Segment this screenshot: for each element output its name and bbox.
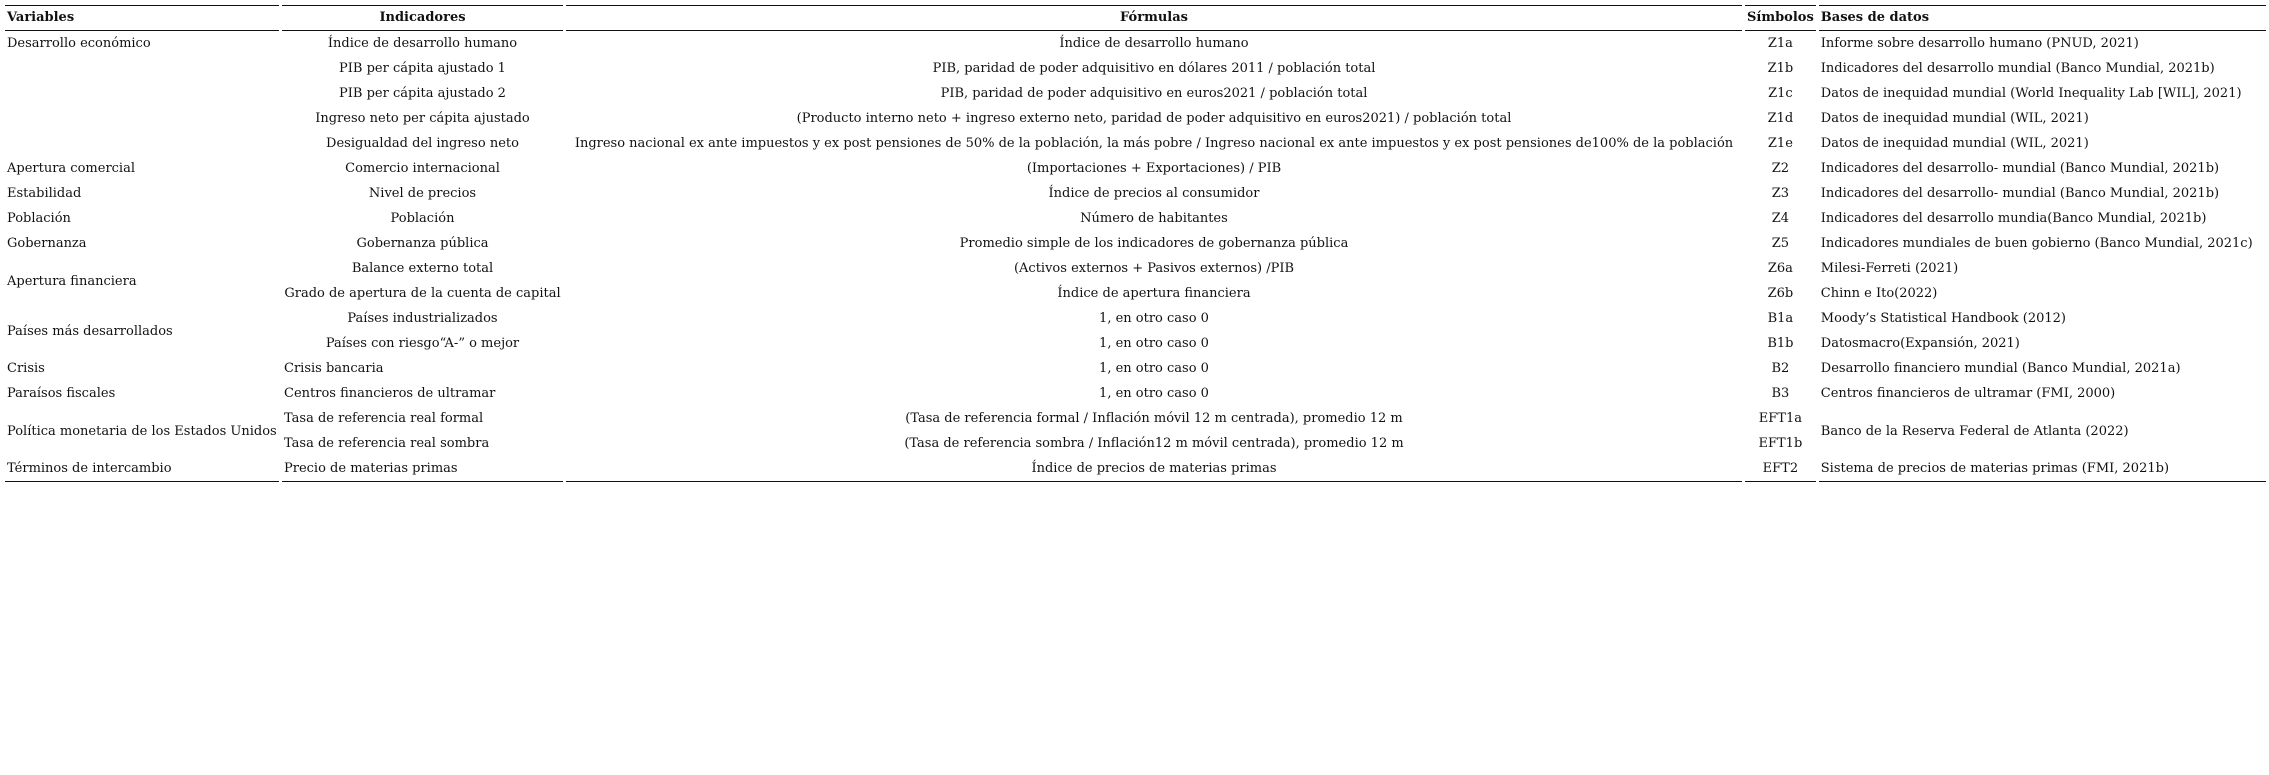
formula-cell: Índice de precios al consumidor bbox=[1048, 186, 1260, 201]
table-row bbox=[5, 81, 2266, 106]
symbol-cell: EFT2 bbox=[1745, 456, 1816, 482]
formula-cell: 1, en otro caso 0 bbox=[1099, 386, 1209, 401]
table-row bbox=[5, 381, 2266, 406]
variables-table bbox=[2, 5, 2269, 482]
table-row bbox=[5, 356, 2266, 381]
formula-cell: Número de habitantes bbox=[1080, 211, 1228, 226]
table-row bbox=[5, 181, 2266, 206]
table-row bbox=[5, 156, 2266, 181]
indicator-cell: Comercio internacional bbox=[345, 161, 500, 176]
symbol-cell: Z1d bbox=[1767, 111, 1794, 126]
indicator-cell: Nivel de precios bbox=[368, 186, 477, 201]
table-row bbox=[5, 256, 2266, 281]
variable-cell: Política monetaria de los Estados Unidos bbox=[7, 423, 277, 439]
indicator-cell: Balance externo total bbox=[351, 261, 494, 276]
header-formulas: Fórmulas bbox=[566, 5, 1742, 31]
indicator-cell: Crisis bancaria bbox=[284, 361, 384, 376]
indicator-cell: Países con riesgo“A-” o mejor bbox=[325, 336, 520, 351]
database-cell: Moody’s Statistical Handbook (2012) bbox=[1820, 311, 2066, 326]
database-cell: Datos de inequidad mundial (WIL, 2021) bbox=[1820, 111, 2089, 126]
table-row bbox=[5, 206, 2266, 231]
database-cell: Indicadores del desarrollo mundia(Banco Mundial, 2021b) bbox=[1820, 211, 2207, 226]
variable-cell: Países más desarrollados bbox=[7, 323, 173, 339]
formula-cell: PIB, paridad de poder adquisitivo en euros2021 / población total bbox=[940, 86, 1368, 101]
indicator-cell: Precio de materias primas bbox=[282, 456, 563, 482]
indicator-cell: Índice de desarrollo humano bbox=[327, 36, 518, 51]
variable-cell: Población bbox=[7, 211, 71, 226]
symbol-cell: Z3 bbox=[1771, 186, 1790, 201]
symbol-cell: Z2 bbox=[1771, 161, 1790, 176]
symbol-cell: B1a bbox=[1767, 311, 1794, 326]
indicator-cell: Población bbox=[390, 211, 455, 226]
database-cell: Datos de inequidad mundial (WIL, 2021) bbox=[1820, 136, 2089, 151]
header-variables: Variables bbox=[5, 5, 279, 31]
formula-cell: Ingreso nacional ex ante impuestos y ex post pensiones de 50% de la población, la más pobre / Ingreso nacional ex ante impuestos y ex post pensiones de100% de la población bbox=[574, 136, 1734, 151]
table-row bbox=[5, 406, 2266, 431]
indicator-cell: Desigualdad del ingreso neto bbox=[326, 136, 519, 151]
formula-cell: 1, en otro caso 0 bbox=[1099, 311, 1209, 326]
indicator-cell: PIB per cápita ajustado 1 bbox=[339, 61, 506, 76]
indicator-cell: Centros financieros de ultramar bbox=[284, 386, 496, 401]
database-cell: Milesi-Ferreti (2021) bbox=[1820, 261, 1959, 276]
variable-cell: Términos de intercambio bbox=[5, 456, 279, 482]
formula-cell: (Tasa de referencia sombra / Inflación12 m móvil centrada), promedio 12 m bbox=[904, 436, 1404, 451]
formula-cell: (Producto interno neto + ingreso externo neto, paridad de poder adquisitivo en euros2021) / población total bbox=[796, 111, 1512, 126]
header-indicators: Indicadores bbox=[282, 5, 563, 31]
symbol-cell: Z1e bbox=[1767, 136, 1793, 151]
formula-cell: 1, en otro caso 0 bbox=[1099, 336, 1209, 351]
symbol-cell: Z1a bbox=[1767, 36, 1793, 51]
table-row bbox=[5, 306, 2266, 331]
symbol-cell: EFT1a bbox=[1758, 411, 1802, 426]
table-row bbox=[5, 331, 2266, 356]
database-cell: Banco de la Reserva Federal de Atlanta (2022) bbox=[1820, 423, 2129, 439]
table-header-row bbox=[5, 5, 2266, 31]
database-cell: Indicadores del desarrollo mundial (Banco Mundial, 2021b) bbox=[1820, 61, 2215, 76]
variable-cell: Paraísos fiscales bbox=[7, 386, 116, 401]
database-cell: Datosmacro(Expansión, 2021) bbox=[1820, 336, 2020, 351]
symbol-cell: Z6b bbox=[1767, 286, 1794, 301]
variable-cell: Crisis bbox=[7, 361, 45, 376]
variable-cell: Apertura comercial bbox=[7, 161, 136, 176]
symbol-cell: Z5 bbox=[1771, 236, 1790, 251]
indicator-cell: PIB per cápita ajustado 2 bbox=[339, 86, 506, 101]
formula-cell: 1, en otro caso 0 bbox=[1099, 361, 1209, 376]
database-cell: Indicadores del desarrollo- mundial (Banco Mundial, 2021b) bbox=[1820, 161, 2220, 176]
formula-cell: Promedio simple de los indicadores de gobernanza pública bbox=[959, 236, 1349, 251]
symbol-cell: EFT1b bbox=[1758, 436, 1803, 451]
symbol-cell: Z1b bbox=[1767, 61, 1794, 76]
database-cell: Desarrollo financiero mundial (Banco Mundial, 2021a) bbox=[1820, 361, 2181, 376]
formula-cell: Índice de apertura financiera bbox=[1057, 286, 1251, 301]
table-row bbox=[5, 56, 2266, 81]
formula-cell: Índice de desarrollo humano bbox=[1059, 36, 1249, 51]
indicator-cell: Gobernanza pública bbox=[356, 236, 489, 251]
database-cell: Informe sobre desarrollo humano (PNUD, 2021) bbox=[1820, 36, 2139, 51]
variable-cell: Gobernanza bbox=[7, 236, 87, 251]
formula-cell: (Activos externos + Pasivos externos) /PIB bbox=[1013, 261, 1295, 276]
variable-cell: Desarrollo económico bbox=[7, 36, 151, 51]
database-cell: Datos de inequidad mundial (World Inequality Lab [WIL], 2021) bbox=[1820, 86, 2242, 101]
table-row bbox=[5, 31, 2266, 56]
indicator-cell: Tasa de referencia real formal bbox=[284, 411, 484, 426]
formula-cell: Índice de precios de materias primas bbox=[566, 456, 1742, 482]
symbol-cell: B1b bbox=[1767, 336, 1794, 351]
variable-cell: Apertura financiera bbox=[7, 273, 137, 289]
header-symbols: Símbolos bbox=[1745, 5, 1816, 31]
table-row bbox=[5, 456, 2266, 482]
table-row bbox=[5, 231, 2266, 256]
table-row bbox=[5, 131, 2266, 156]
table-row bbox=[5, 281, 2266, 306]
indicator-cell: Ingreso neto per cápita ajustado bbox=[315, 111, 530, 126]
header-databases: Bases de datos bbox=[1819, 5, 2266, 31]
database-cell: Centros financieros de ultramar (FMI, 2000) bbox=[1820, 386, 2116, 401]
variable-cell: Estabilidad bbox=[7, 186, 82, 201]
database-cell: Indicadores del desarrollo- mundial (Banco Mundial, 2021b) bbox=[1820, 186, 2220, 201]
symbol-cell: B3 bbox=[1771, 386, 1790, 401]
indicator-cell: Tasa de referencia real sombra bbox=[284, 436, 490, 451]
table-row bbox=[5, 106, 2266, 131]
symbol-cell: Z4 bbox=[1771, 211, 1790, 226]
indicator-cell: Grado de apertura de la cuenta de capital bbox=[284, 286, 561, 301]
symbol-cell: B2 bbox=[1771, 361, 1790, 376]
database-cell: Indicadores mundiales de buen gobierno (Banco Mundial, 2021c) bbox=[1820, 236, 2253, 251]
indicator-cell: Países industrializados bbox=[347, 311, 498, 326]
formula-cell: PIB, paridad de poder adquisitivo en dólares 2011 / población total bbox=[932, 61, 1376, 76]
database-cell: Sistema de precios de materias primas (FMI, 2021b) bbox=[1819, 456, 2266, 482]
formula-cell: (Importaciones + Exportaciones) / PIB bbox=[1026, 161, 1282, 176]
formula-cell: (Tasa de referencia formal / Inflación móvil 12 m centrada), promedio 12 m bbox=[905, 411, 1403, 426]
symbol-cell: Z1c bbox=[1768, 86, 1793, 101]
symbol-cell: Z6a bbox=[1767, 261, 1793, 276]
database-cell: Chinn e Ito(2022) bbox=[1820, 286, 1938, 301]
